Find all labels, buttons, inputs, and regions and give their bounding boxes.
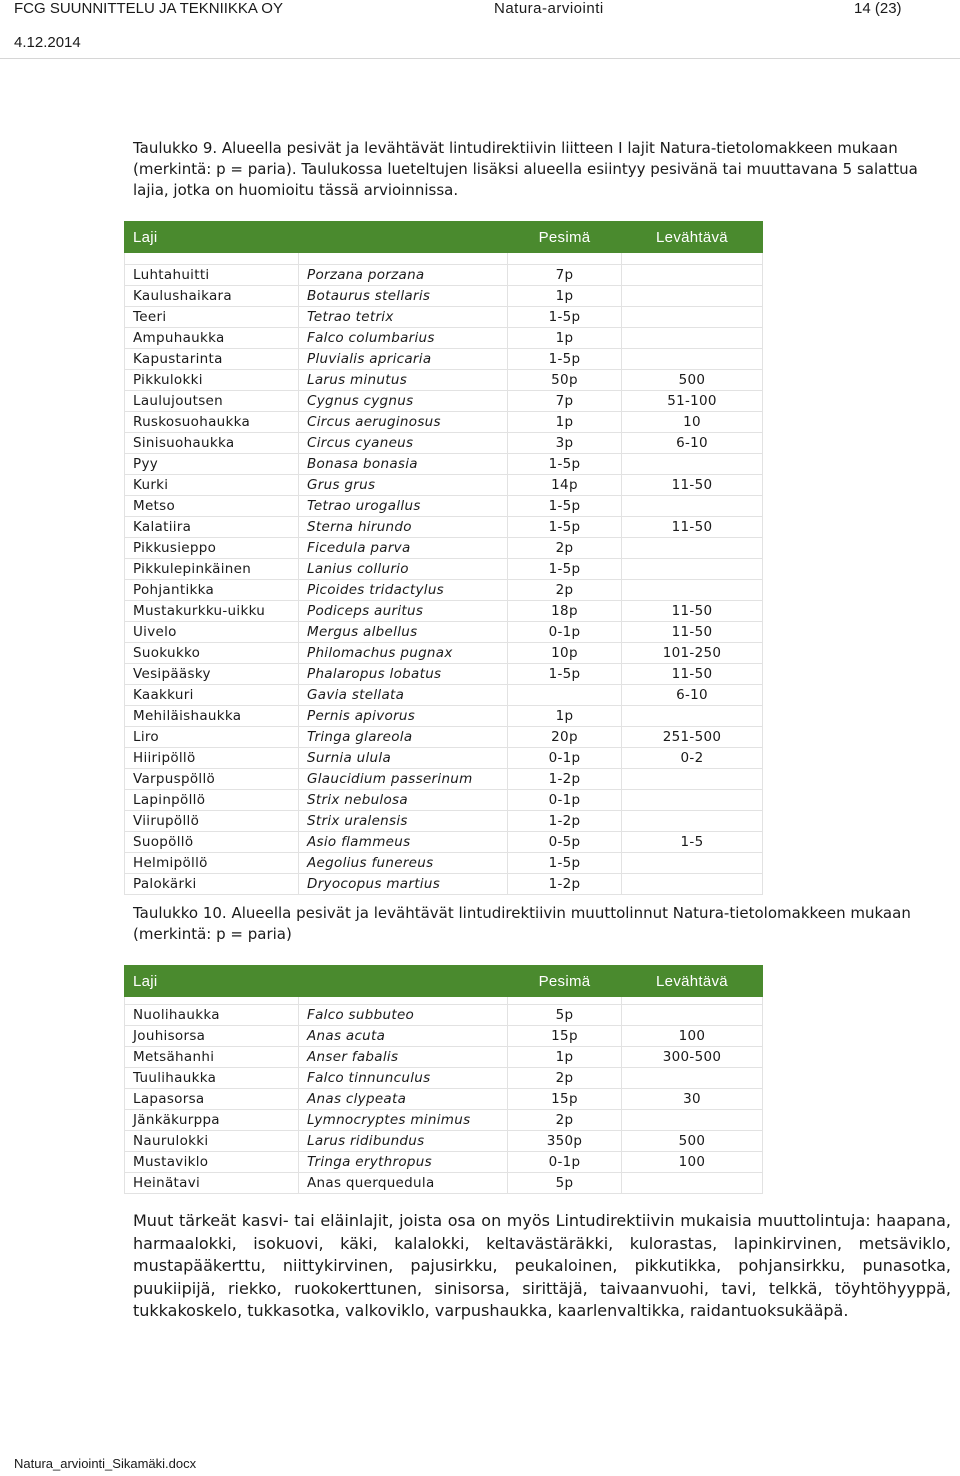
common-name-cell: Ampuhaukka xyxy=(125,328,299,349)
table-row xyxy=(125,601,763,622)
scientific-name-cell: Pluvialis apricaria xyxy=(299,349,508,370)
scientific-name-cell: Lymnocryptes minimus xyxy=(299,1110,508,1131)
scientific-name-cell: Philomachus pugnax xyxy=(299,643,508,664)
resting-count-cell xyxy=(622,706,763,727)
table-row xyxy=(125,1110,763,1131)
breeding-pairs-cell: 5p xyxy=(508,1173,622,1194)
breeding-pairs-cell: 0-1p xyxy=(508,748,622,769)
common-name-cell: Naurulokki xyxy=(125,1131,299,1152)
resting-count-cell xyxy=(622,580,763,601)
resting-count-cell xyxy=(622,559,763,580)
resting-count-cell xyxy=(622,454,763,475)
scientific-name-cell: Sterna hirundo xyxy=(299,517,508,538)
resting-count-cell xyxy=(622,1110,763,1131)
breeding-pairs-cell: 2p xyxy=(508,580,622,601)
scientific-name-cell: Podiceps auritus xyxy=(299,601,508,622)
resting-count-cell: 6-10 xyxy=(622,433,763,454)
breeding-pairs-cell: 1-5p xyxy=(508,853,622,874)
resting-count-cell xyxy=(622,1005,763,1026)
spacer-cell xyxy=(508,253,622,265)
scientific-name-cell: Ficedula parva xyxy=(299,538,508,559)
other-species-paragraph: Muut tärkeät kasvi- tai eläinlajit, joista osa on myös Lintudirektiivin mukaisia muuttolintuja: haapana, harmaalokki, isokuovi, käki, kalalokki, keltavästäräkki, kulorastas, lapinkirvinen, metsäviklo, mustapääkerttu, niittykirvinen, pajusirkku, peukaloinen, pikkutikka, pohjansirkku, punasotka, puukiipijä, riekko, ruokokerttunen, sinisorsa, sirittäjä, taivaanvuohi, tavi, telkkä, töyhtöhyyppä, tukkakoskelo, tukkasotka, valkoviklo, varpushaukka, kaarlenvaltikka, raidantuoksukääpä. xyxy=(133,1211,951,1320)
footer-filename: Natura_arviointi_Sikamäki.docx xyxy=(14,1456,197,1471)
resting-count-cell xyxy=(622,1173,763,1194)
resting-count-cell: 11-50 xyxy=(622,517,763,538)
breeding-pairs-cell: 1p xyxy=(508,286,622,307)
common-name-cell: Kurki xyxy=(125,475,299,496)
resting-count-cell: 0-2 xyxy=(622,748,763,769)
spacer-cell xyxy=(125,253,299,265)
table-header-row xyxy=(125,966,763,997)
table-row xyxy=(125,811,763,832)
table-row xyxy=(125,286,763,307)
table-row xyxy=(125,1152,763,1173)
scientific-name-cell: Circus aeruginosus xyxy=(299,412,508,433)
scientific-name-cell: Dryocopus martius xyxy=(299,874,508,895)
resting-count-cell xyxy=(622,286,763,307)
table-row xyxy=(125,538,763,559)
common-name-cell: Mustaviklo xyxy=(125,1152,299,1173)
table-header-row xyxy=(125,222,763,253)
table-row xyxy=(125,664,763,685)
breeding-pairs-cell: 1-5p xyxy=(508,664,622,685)
breeding-pairs-cell: 1p xyxy=(508,706,622,727)
breeding-pairs-cell: 15p xyxy=(508,1026,622,1047)
spacer-cell xyxy=(622,253,763,265)
spacer-row xyxy=(125,253,763,265)
table-row xyxy=(125,391,763,412)
breeding-pairs-cell: 1-5p xyxy=(508,307,622,328)
breeding-pairs-cell: 2p xyxy=(508,538,622,559)
common-name-cell: Ruskosuohaukka xyxy=(125,412,299,433)
table-row xyxy=(125,454,763,475)
breeding-pairs-cell: 1p xyxy=(508,328,622,349)
table-row xyxy=(125,559,763,580)
common-name-cell: Mustakurkku-uikku xyxy=(125,601,299,622)
common-name-cell: Heinätavi xyxy=(125,1173,299,1194)
resting-count-cell: 300-500 xyxy=(622,1047,763,1068)
scientific-name-cell: Phalaropus lobatus xyxy=(299,664,508,685)
resting-count-cell: 251-500 xyxy=(622,727,763,748)
common-name-cell: Pohjantikka xyxy=(125,580,299,601)
common-name-cell: Tuulihaukka xyxy=(125,1068,299,1089)
resting-count-cell: 11-50 xyxy=(622,664,763,685)
resting-count-cell: 101-250 xyxy=(622,643,763,664)
table-row xyxy=(125,1068,763,1089)
document-date: 4.12.2014 xyxy=(14,34,81,51)
common-name-cell: Helmipöllö xyxy=(125,853,299,874)
resting-count-cell xyxy=(622,538,763,559)
scientific-name-cell: Cygnus cygnus xyxy=(299,391,508,412)
resting-count-cell xyxy=(622,349,763,370)
breeding-pairs-cell: 3p xyxy=(508,433,622,454)
breeding-pairs-cell: 1-2p xyxy=(508,874,622,895)
breeding-pairs-cell: 1-2p xyxy=(508,769,622,790)
scientific-name-cell: Grus grus xyxy=(299,475,508,496)
common-name-cell: Jänkäkurppa xyxy=(125,1110,299,1131)
scientific-name-cell: Tringa erythropus xyxy=(299,1152,508,1173)
common-name-cell: Nuolihaukka xyxy=(125,1005,299,1026)
resting-count-cell: 6-10 xyxy=(622,685,763,706)
resting-count-cell: 100 xyxy=(622,1026,763,1047)
table-row xyxy=(125,265,763,286)
scientific-name-cell: Falco tinnunculus xyxy=(299,1068,508,1089)
resting-count-cell xyxy=(622,769,763,790)
common-name-cell: Kaulushaikara xyxy=(125,286,299,307)
table-row xyxy=(125,517,763,538)
scientific-name-cell: Anas clypeata xyxy=(299,1089,508,1110)
common-name-cell: Kaakkuri xyxy=(125,685,299,706)
scientific-name-cell: Asio flammeus xyxy=(299,832,508,853)
common-name-cell: Jouhisorsa xyxy=(125,1026,299,1047)
resting-count-cell: 11-50 xyxy=(622,622,763,643)
spacer-cell xyxy=(299,997,508,1005)
table-row xyxy=(125,1005,763,1026)
table-row xyxy=(125,853,763,874)
breeding-pairs-cell: 7p xyxy=(508,391,622,412)
breeding-pairs-cell: 10p xyxy=(508,643,622,664)
scientific-name-cell: Anas querquedula xyxy=(299,1173,508,1194)
breeding-pairs-cell: 1p xyxy=(508,1047,622,1068)
common-name-cell: Suopöllö xyxy=(125,832,299,853)
common-name-cell: Palokärki xyxy=(125,874,299,895)
column-header-breeding: Pesimä xyxy=(508,966,622,997)
common-name-cell: Vesipääsky xyxy=(125,664,299,685)
resting-count-cell: 100 xyxy=(622,1152,763,1173)
table-9-caption: Taulukko 9. Alueella pesivät ja levähtävät lintudirektiivin liitteen I lajit Natura-tietolomakkeen mukaan (merkintä: p = paria). Taulukossa lueteltujen lisäksi alueella esiintyy pesivänä tai muuttavana 5 salattua lajia, jotka on huomioitu tässä arvioinnissa. xyxy=(133,139,918,199)
page-number: 14 (23) xyxy=(854,0,902,17)
breeding-pairs-cell: 50p xyxy=(508,370,622,391)
table-row xyxy=(125,790,763,811)
common-name-cell: Kapustarinta xyxy=(125,349,299,370)
breeding-pairs-cell: 1-5p xyxy=(508,349,622,370)
company-name: FCG SUUNNITTELU JA TEKNIIKKA OY xyxy=(14,0,283,17)
resting-count-cell: 51-100 xyxy=(622,391,763,412)
resting-count-cell xyxy=(622,853,763,874)
resting-count-cell xyxy=(622,811,763,832)
breeding-pairs-cell: 7p xyxy=(508,265,622,286)
scientific-name-cell: Bonasa bonasia xyxy=(299,454,508,475)
spacer-cell xyxy=(125,997,299,1005)
breeding-pairs-cell xyxy=(508,685,622,706)
table-row xyxy=(125,328,763,349)
column-header-breeding: Pesimä xyxy=(508,222,622,253)
scientific-name-cell: Falco columbarius xyxy=(299,328,508,349)
resting-count-cell: 500 xyxy=(622,370,763,391)
common-name-cell: Pikkulokki xyxy=(125,370,299,391)
scientific-name-cell: Pernis apivorus xyxy=(299,706,508,727)
bird-table-annex-i xyxy=(124,221,763,895)
scientific-name-cell: Strix nebulosa xyxy=(299,790,508,811)
table-row xyxy=(125,412,763,433)
spacer-cell xyxy=(622,997,763,1005)
breeding-pairs-cell: 1-5p xyxy=(508,496,622,517)
table-row xyxy=(125,433,763,454)
column-header-species: Laji xyxy=(125,966,508,997)
spacer-cell xyxy=(299,253,508,265)
common-name-cell: Mehiläishaukka xyxy=(125,706,299,727)
table-row xyxy=(125,643,763,664)
scientific-name-cell: Tringa glareola xyxy=(299,727,508,748)
common-name-cell: Pikkulepinkäinen xyxy=(125,559,299,580)
common-name-cell: Luhtahuitti xyxy=(125,265,299,286)
table-row xyxy=(125,769,763,790)
scientific-name-cell: Surnia ulula xyxy=(299,748,508,769)
table-row xyxy=(125,622,763,643)
table-10-caption: Taulukko 10. Alueella pesivät ja levähtävät lintudirektiivin muuttolinnut Natura-tietolomakkeen mukaan (merkintä: p = paria) xyxy=(133,904,911,943)
breeding-pairs-cell: 2p xyxy=(508,1110,622,1131)
common-name-cell: Varpuspöllö xyxy=(125,769,299,790)
scientific-name-cell: Tetrao urogallus xyxy=(299,496,508,517)
breeding-pairs-cell: 15p xyxy=(508,1089,622,1110)
resting-count-cell: 11-50 xyxy=(622,475,763,496)
spacer-cell xyxy=(508,997,622,1005)
common-name-cell: Sinisuohaukka xyxy=(125,433,299,454)
common-name-cell: Suokukko xyxy=(125,643,299,664)
common-name-cell: Liro xyxy=(125,727,299,748)
resting-count-cell xyxy=(622,328,763,349)
table-row xyxy=(125,496,763,517)
resting-count-cell xyxy=(622,874,763,895)
resting-count-cell: 30 xyxy=(622,1089,763,1110)
breeding-pairs-cell: 1-5p xyxy=(508,454,622,475)
breeding-pairs-cell: 18p xyxy=(508,601,622,622)
common-name-cell: Hiiripöllö xyxy=(125,748,299,769)
table-row xyxy=(125,1026,763,1047)
resting-count-cell xyxy=(622,496,763,517)
table-row xyxy=(125,685,763,706)
table-row xyxy=(125,748,763,769)
scientific-name-cell: Aegolius funereus xyxy=(299,853,508,874)
table-body xyxy=(125,997,763,1194)
common-name-cell: Teeri xyxy=(125,307,299,328)
common-name-cell: Lapasorsa xyxy=(125,1089,299,1110)
breeding-pairs-cell: 1p xyxy=(508,412,622,433)
spacer-row xyxy=(125,997,763,1005)
table-body xyxy=(125,253,763,895)
resting-count-cell xyxy=(622,790,763,811)
table-row xyxy=(125,1131,763,1152)
column-header-resting: Levähtävä xyxy=(622,222,763,253)
common-name-cell: Lapinpöllö xyxy=(125,790,299,811)
common-name-cell: Pikkusieppo xyxy=(125,538,299,559)
common-name-cell: Kalatiira xyxy=(125,517,299,538)
resting-count-cell: 1-5 xyxy=(622,832,763,853)
common-name-cell: Metsähanhi xyxy=(125,1047,299,1068)
breeding-pairs-cell: 350p xyxy=(508,1131,622,1152)
table-row xyxy=(125,370,763,391)
scientific-name-cell: Botaurus stellaris xyxy=(299,286,508,307)
breeding-pairs-cell: 0-5p xyxy=(508,832,622,853)
scientific-name-cell: Gavia stellata xyxy=(299,685,508,706)
table-row xyxy=(125,349,763,370)
table-row xyxy=(125,727,763,748)
breeding-pairs-cell: 1-5p xyxy=(508,517,622,538)
header-divider xyxy=(0,58,960,59)
scientific-name-cell: Circus cyaneus xyxy=(299,433,508,454)
breeding-pairs-cell: 0-1p xyxy=(508,622,622,643)
scientific-name-cell: Larus minutus xyxy=(299,370,508,391)
common-name-cell: Laulujoutsen xyxy=(125,391,299,412)
table-row xyxy=(125,1047,763,1068)
scientific-name-cell: Anas acuta xyxy=(299,1026,508,1047)
common-name-cell: Metso xyxy=(125,496,299,517)
breeding-pairs-cell: 1-5p xyxy=(508,559,622,580)
scientific-name-cell: Porzana porzana xyxy=(299,265,508,286)
common-name-cell: Viirupöllö xyxy=(125,811,299,832)
bird-table-migratory xyxy=(124,965,763,1194)
resting-count-cell: 11-50 xyxy=(622,601,763,622)
table-row xyxy=(125,1173,763,1194)
scientific-name-cell: Lanius collurio xyxy=(299,559,508,580)
table-row xyxy=(125,706,763,727)
breeding-pairs-cell: 0-1p xyxy=(508,1152,622,1173)
resting-count-cell xyxy=(622,307,763,328)
document-title: Natura-arviointi xyxy=(494,0,604,17)
breeding-pairs-cell: 1-2p xyxy=(508,811,622,832)
breeding-pairs-cell: 5p xyxy=(508,1005,622,1026)
breeding-pairs-cell: 2p xyxy=(508,1068,622,1089)
common-name-cell: Pyy xyxy=(125,454,299,475)
table-row xyxy=(125,475,763,496)
table-row xyxy=(125,580,763,601)
scientific-name-cell: Glaucidium passerinum xyxy=(299,769,508,790)
breeding-pairs-cell: 0-1p xyxy=(508,790,622,811)
resting-count-cell xyxy=(622,265,763,286)
scientific-name-cell: Mergus albellus xyxy=(299,622,508,643)
resting-count-cell: 10 xyxy=(622,412,763,433)
resting-count-cell xyxy=(622,1068,763,1089)
scientific-name-cell: Anser fabalis xyxy=(299,1047,508,1068)
table-row xyxy=(125,874,763,895)
scientific-name-cell: Tetrao tetrix xyxy=(299,307,508,328)
scientific-name-cell: Strix uralensis xyxy=(299,811,508,832)
breeding-pairs-cell: 14p xyxy=(508,475,622,496)
table-row xyxy=(125,832,763,853)
scientific-name-cell: Falco subbuteo xyxy=(299,1005,508,1026)
resting-count-cell: 500 xyxy=(622,1131,763,1152)
breeding-pairs-cell: 20p xyxy=(508,727,622,748)
common-name-cell: Uivelo xyxy=(125,622,299,643)
column-header-resting: Levähtävä xyxy=(622,966,763,997)
scientific-name-cell: Larus ridibundus xyxy=(299,1131,508,1152)
scientific-name-cell: Picoides tridactylus xyxy=(299,580,508,601)
table-row xyxy=(125,307,763,328)
column-header-species: Laji xyxy=(125,222,508,253)
table-row xyxy=(125,1089,763,1110)
